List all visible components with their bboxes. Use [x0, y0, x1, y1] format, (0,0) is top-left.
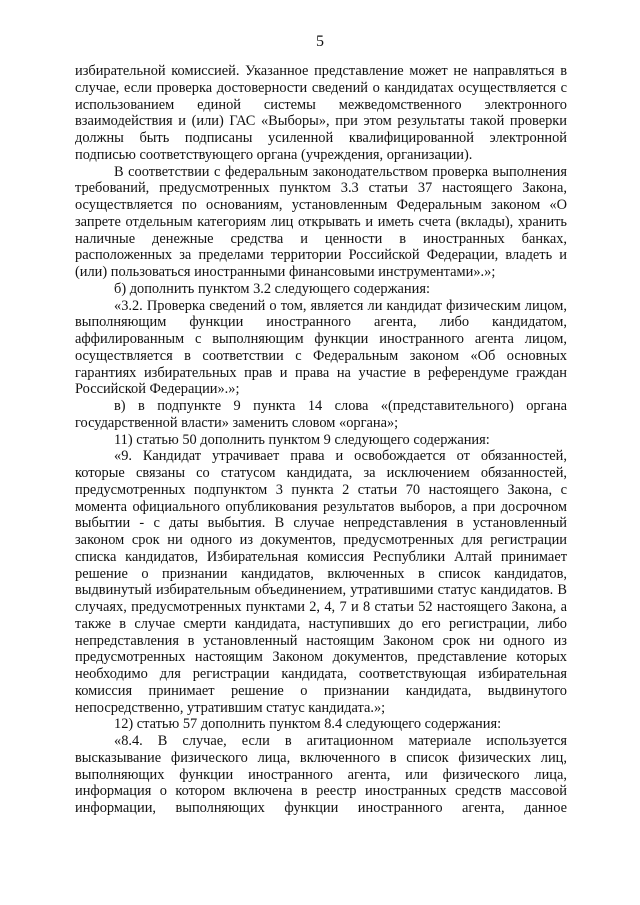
paragraph-federal-verification: В соответствии с федеральным законодательством проверка выполнения требований, предусмотренных пунктом 3.3 статьи 37 настоящего Закона, осуществляется по основаниям, установленным Федеральным законом «О запрете отдельным категориям лиц открывать и иметь счета (вклады), хранить наличные денежные средства и ценности в иностранных банках, расположенных за пределами территории Российской Федерации, владеть и (или) пользоваться иностранными финансовыми инструментами».»; [75, 163, 567, 280]
paragraph-article-50: 11) статью 50 дополнить пунктом 9 следующего содержания: [114, 431, 490, 448]
page-number: 5 [316, 33, 324, 50]
paragraph-amendment-b: б) дополнить пунктом 3.2 следующего содержания: [114, 280, 430, 297]
paragraph-article-57: 12) статью 57 дополнить пунктом 8.4 следующего содержания: [114, 716, 502, 733]
paragraph-amendment-v: в) в подпункте 9 пункта 14 слова «(представительного) органа государственной власти» заменить словом «органа»; [75, 398, 567, 431]
paragraph-commission-submission: избирательной комиссией. Указанное представление может не направляться в случае, если проверка достоверности сведений о кандидатах осуществляется с использованием единой системы межведомственного электронного взаимодействия и (или) ГАС «Выборы», при этом результаты такой проверки должны быть подписаны усиленной квалифицированной электронной подписью соответствующего органа (учреждения, организации). [75, 63, 567, 163]
paragraph-point-8-4: «8.4. В случае, если в агитационном материале используется высказывание физического лица, включенного в список физических лиц, выполняющих функции иностранного агента, или физического лица, информация о котором включена в реестр иностранных средств массовой информации, выполняющих функции иностранного агента, данное [75, 733, 567, 816]
document-body [75, 63, 567, 817]
paragraph-point-9: «9. Кандидат утрачивает права и освобождается от обязанностей, которые связаны со статусом кандидата, за исключением обязанностей, предусмотренных подпунктом 3 пункта 2 статьи 70 настоящего Закона, с момента официального опубликования результатов выборов, а при досрочном выбытии - с даты выбытия. В случае непредставления в установленный законом срок ни одного из документов, предусмотренных для регистрации списка кандидатов, Избирательная комиссия Республики Алтай принимает решение о признании кандидатов, включенных в список кандидатов, выдвинутый избирательным объединением, утратившими статус кандидатов. В случаях, предусмотренных пунктами 2, 4, 7 и 8 статьи 52 настоящего Закона, а также в случае смерти кандидата, наступивших до его регистрации, либо непредставления в установленный настоящим Законом срок ни одного из предусмотренных настоящим Законом документов, представление которых необходимо для регистрации кандидата, соответствующая избирательная комиссия принимает решение о признании кандидата, выдвинутого непосредственно, утратившим статус кандидата.»; [75, 448, 567, 716]
paragraph-point-3-2: «3.2. Проверка сведений о том, является ли кандидат физическим лицом, выполняющим функции иностранного агента, либо кандидатом, аффилированным с выполняющим функции иностранного агента лицом, осуществляется в соответствии с Федеральным законом «Об основных гарантиях избирательных прав и права на участие в референдуме граждан Российской Федерации».»; [75, 297, 567, 398]
